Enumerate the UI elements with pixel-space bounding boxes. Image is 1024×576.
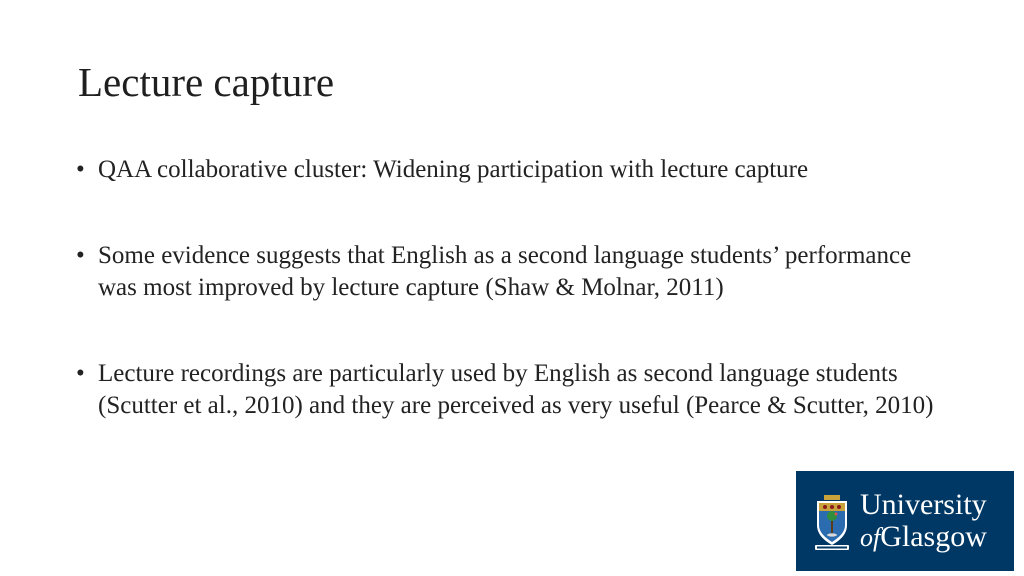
- university-crest-icon: [814, 491, 850, 551]
- slide-title: Lecture capture: [78, 59, 335, 105]
- bullet-item: • Lecture recordings are particularly used by English as second language students (Scutter et al., 2010) and they are perceived as very useful (Pearce & Scutter, 2010): [74, 358, 934, 422]
- bullet-list: [74, 154, 934, 422]
- logo-of-text: of: [860, 523, 881, 552]
- logo-glasgow-line: [860, 522, 987, 552]
- logo-wordmark: [860, 490, 987, 552]
- university-logo: [796, 471, 1014, 571]
- bullet-item: • Some evidence suggests that English as a second language students’ performance was most improved by lecture capture (Shaw & Molnar, 2011): [74, 240, 934, 304]
- bullet-item: • QAA collaborative cluster: Widening participation with lecture capture: [74, 154, 934, 186]
- logo-university-text: University: [860, 488, 987, 521]
- logo-glasgow-text: Glasgow: [880, 520, 987, 553]
